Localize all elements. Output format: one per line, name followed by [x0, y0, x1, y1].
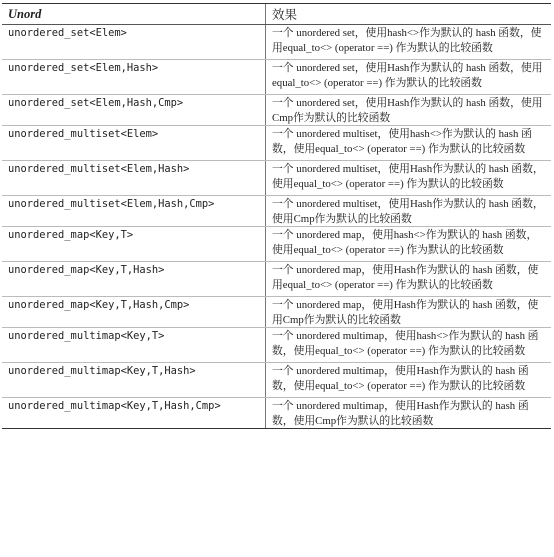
- effect-cell: 一个 unordered map，使用Hash作为默认的 hash 函数，使用Cmp作为默认的比较函数: [265, 297, 551, 327]
- table-row: [2, 363, 551, 398]
- type-cell: unordered_multimap<Key,T>: [8, 330, 165, 342]
- table-row: [2, 126, 551, 161]
- table-row: [2, 196, 551, 227]
- type-cell: unordered_multimap<Key,T,Hash>: [8, 365, 196, 377]
- header-effect: 效果: [265, 4, 551, 24]
- table-header: [2, 4, 551, 25]
- table-row: [2, 25, 551, 60]
- type-cell: unordered_set<Elem>: [8, 27, 127, 39]
- type-cell: unordered_set<Elem,Hash>: [8, 62, 159, 74]
- type-cell: unordered_map<Key,T,Hash,Cmp>: [8, 299, 190, 311]
- table-row: [2, 398, 551, 428]
- type-cell: unordered_multimap<Key,T,Hash,Cmp>: [8, 400, 221, 412]
- effect-cell: 一个 unordered multimap，使用Hash作为默认的 hash 函数，使用Cmp作为默认的比较函数: [265, 398, 551, 428]
- table-row: [2, 262, 551, 297]
- effect-cell: 一个 unordered set，使用Hash作为默认的 hash 函数，使用equal_to<> (operator ==) 作为默认的比较函数: [265, 60, 551, 94]
- effect-cell: 一个 unordered multiset，使用Hash作为默认的 hash 函数，使用Cmp作为默认的比较函数: [265, 196, 551, 226]
- effect-cell: 一个 unordered multiset，使用hash<>作为默认的 hash 函数，使用equal_to<> (operator ==) 作为默认的比较函数: [265, 126, 551, 160]
- effect-cell: 一个 unordered map，使用Hash作为默认的 hash 函数，使用equal_to<> (operator ==) 作为默认的比较函数: [265, 262, 551, 296]
- table-row: [2, 227, 551, 262]
- table-row: [2, 60, 551, 95]
- table-row: [2, 297, 551, 328]
- type-cell: unordered_multiset<Elem>: [8, 128, 159, 140]
- table-row: [2, 95, 551, 126]
- table-row: [2, 161, 551, 196]
- type-cell: unordered_set<Elem,Hash,Cmp>: [8, 97, 184, 109]
- effect-cell: 一个 unordered set，使用Hash作为默认的 hash 函数，使用Cmp作为默认的比较函数: [265, 95, 551, 125]
- type-cell: unordered_multiset<Elem,Hash,Cmp>: [8, 198, 215, 210]
- effect-cell: 一个 unordered multimap，使用hash<>作为默认的 hash 函数，使用equal_to<> (operator ==) 作为默认的比较函数: [265, 328, 551, 362]
- type-cell: unordered_map<Key,T>: [8, 229, 134, 241]
- table-row: [2, 328, 551, 363]
- effect-cell: 一个 unordered multimap，使用Hash作为默认的 hash 函数，使用equal_to<> (operator ==) 作为默认的比较函数: [265, 363, 551, 397]
- unord-table: [2, 3, 551, 429]
- effect-cell: 一个 unordered set，使用hash<>作为默认的 hash 函数，使用equal_to<> (operator ==) 作为默认的比较函数: [265, 25, 551, 59]
- effect-cell: 一个 unordered multiset，使用Hash作为默认的 hash 函数，使用equal_to<> (operator ==) 作为默认的比较函数: [265, 161, 551, 195]
- type-cell: unordered_map<Key,T,Hash>: [8, 264, 165, 276]
- header-unord: Unord: [8, 6, 42, 21]
- type-cell: unordered_multiset<Elem,Hash>: [8, 163, 190, 175]
- effect-cell: 一个 unordered map，使用hash<>作为默认的 hash 函数，使用equal_to<> (operator ==) 作为默认的比较函数: [265, 227, 551, 261]
